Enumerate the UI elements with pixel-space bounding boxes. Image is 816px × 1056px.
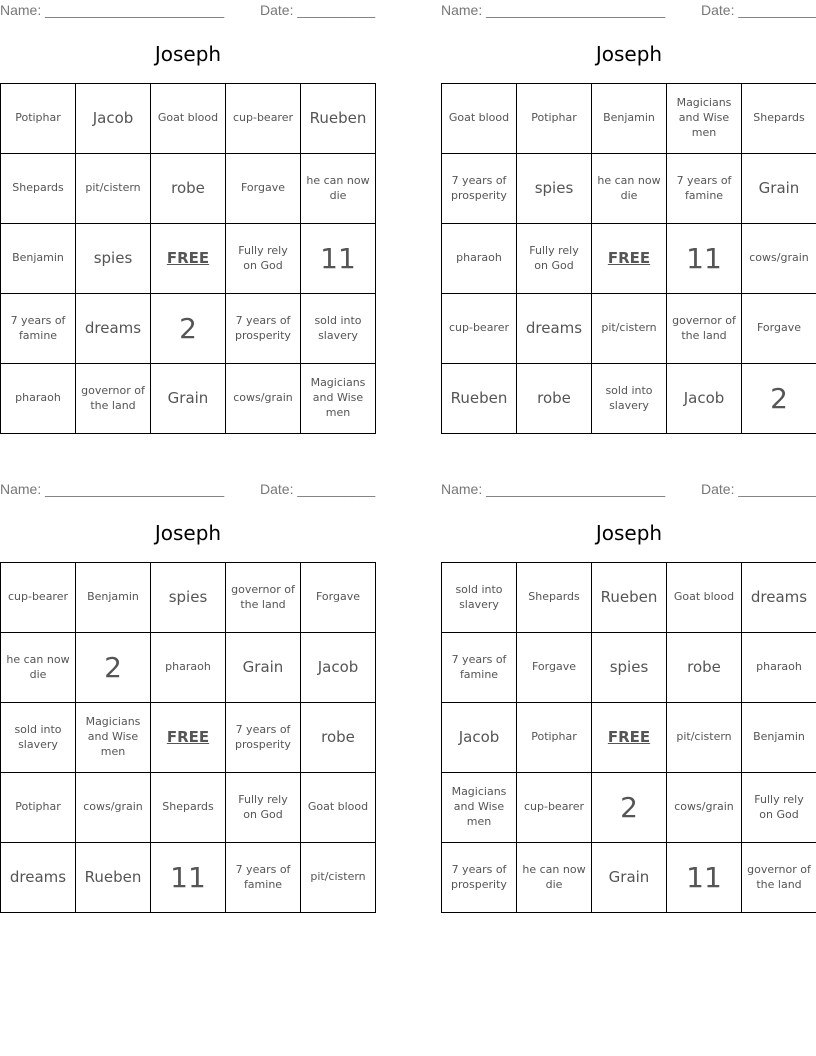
- bingo-cell: robe: [517, 364, 592, 434]
- bingo-cell: cows/grain: [667, 773, 742, 843]
- bingo-cell: Grain: [226, 633, 301, 703]
- bingo-cell: cup-bearer: [1, 563, 76, 633]
- bingo-cell: cup-bearer: [517, 773, 592, 843]
- card-title: Joseph: [595, 521, 663, 545]
- bingo-cell: 2: [592, 773, 667, 843]
- bingo-cell: dreams: [517, 294, 592, 364]
- bingo-card-4: [441, 479, 816, 919]
- bingo-cell: 7 years of famine: [1, 294, 76, 364]
- bingo-cell: Benjamin: [592, 84, 667, 154]
- bingo-card-3: [0, 479, 376, 919]
- card-title: Joseph: [595, 42, 663, 66]
- name-field-label: Name: _______________________: [441, 2, 666, 18]
- free-space-cell: FREE: [151, 224, 226, 294]
- bingo-cell: robe: [151, 154, 226, 224]
- bingo-cell: cows/grain: [226, 364, 301, 434]
- bingo-cell: 7 years of prosperity: [442, 154, 517, 224]
- free-space-cell: FREE: [151, 703, 226, 773]
- bingo-cell: he can now die: [517, 843, 592, 913]
- bingo-cell: sold into slavery: [592, 364, 667, 434]
- bingo-cell: Potiphar: [1, 84, 76, 154]
- bingo-cell: dreams: [742, 563, 816, 633]
- bingo-cell: dreams: [76, 294, 151, 364]
- bingo-cell: Magicians and Wise men: [667, 84, 742, 154]
- date-field-label: Date: __________: [701, 2, 816, 18]
- bingo-cell: Rueben: [592, 563, 667, 633]
- bingo-cell: he can now die: [1, 633, 76, 703]
- bingo-cell: Potiphar: [1, 773, 76, 843]
- date-field-label: Date: __________: [701, 481, 816, 497]
- bingo-cell: governor of the land: [667, 294, 742, 364]
- bingo-grid: [0, 562, 376, 913]
- card-title: Joseph: [154, 42, 222, 66]
- card-header: [441, 481, 816, 499]
- bingo-cell: 7 years of famine: [442, 633, 517, 703]
- bingo-cell: Goat blood: [442, 84, 517, 154]
- bingo-cell: pharaoh: [742, 633, 816, 703]
- bingo-cell: sold into slavery: [442, 563, 517, 633]
- bingo-cell: 11: [151, 843, 226, 913]
- bingo-grid: [0, 83, 376, 434]
- bingo-cell: Forgave: [742, 294, 816, 364]
- bingo-cell: Forgave: [301, 563, 376, 633]
- bingo-cell: Jacob: [442, 703, 517, 773]
- bingo-cell: Shepards: [742, 84, 816, 154]
- bingo-cell: cows/grain: [742, 224, 816, 294]
- card-title: Joseph: [154, 521, 222, 545]
- bingo-cell: Shepards: [151, 773, 226, 843]
- bingo-cell: pharaoh: [442, 224, 517, 294]
- bingo-cell: Fully rely on God: [517, 224, 592, 294]
- bingo-cell: Magicians and Wise men: [301, 364, 376, 434]
- bingo-cell: Forgave: [517, 633, 592, 703]
- bingo-cell: 7 years of famine: [667, 154, 742, 224]
- bingo-cell: governor of the land: [76, 364, 151, 434]
- bingo-cell: 2: [151, 294, 226, 364]
- bingo-cell: governor of the land: [742, 843, 816, 913]
- date-field-label: Date: __________: [260, 481, 376, 497]
- bingo-cell: Rueben: [442, 364, 517, 434]
- bingo-cell: Fully rely on God: [742, 773, 816, 843]
- bingo-cell: Benjamin: [742, 703, 816, 773]
- bingo-cell: Jacob: [667, 364, 742, 434]
- bingo-cell: Jacob: [301, 633, 376, 703]
- bingo-cell: pit/cistern: [76, 154, 151, 224]
- bingo-cell: dreams: [1, 843, 76, 913]
- card-header: [0, 481, 376, 499]
- bingo-cell: pharaoh: [1, 364, 76, 434]
- bingo-cell: he can now die: [592, 154, 667, 224]
- name-field-label: Name: _______________________: [0, 481, 225, 497]
- bingo-cell: 7 years of famine: [226, 843, 301, 913]
- bingo-cell: governor of the land: [226, 563, 301, 633]
- card-header: [441, 2, 816, 20]
- bingo-cell: spies: [517, 154, 592, 224]
- free-space-cell: FREE: [592, 703, 667, 773]
- bingo-cell: spies: [592, 633, 667, 703]
- bingo-cell: cows/grain: [76, 773, 151, 843]
- bingo-cell: Grain: [592, 843, 667, 913]
- bingo-cell: Goat blood: [667, 563, 742, 633]
- card-header: [0, 2, 376, 20]
- bingo-cell: pit/cistern: [667, 703, 742, 773]
- bingo-cell: Goat blood: [301, 773, 376, 843]
- bingo-cell: Grain: [742, 154, 816, 224]
- bingo-cell: spies: [76, 224, 151, 294]
- bingo-cell: Potiphar: [517, 703, 592, 773]
- bingo-cell: 11: [667, 224, 742, 294]
- bingo-cell: sold into slavery: [301, 294, 376, 364]
- bingo-cell: 2: [742, 364, 816, 434]
- bingo-cell: Grain: [151, 364, 226, 434]
- bingo-cell: Shepards: [1, 154, 76, 224]
- bingo-cell: Jacob: [76, 84, 151, 154]
- bingo-cell: Fully rely on God: [226, 224, 301, 294]
- bingo-cell: Shepards: [517, 563, 592, 633]
- bingo-cell: Benjamin: [1, 224, 76, 294]
- bingo-cell: pit/cistern: [592, 294, 667, 364]
- bingo-cell: Magicians and Wise men: [442, 773, 517, 843]
- bingo-cell: Fully rely on God: [226, 773, 301, 843]
- bingo-cell: 7 years of prosperity: [226, 294, 301, 364]
- bingo-card-2: [441, 0, 816, 440]
- bingo-cell: he can now die: [301, 154, 376, 224]
- bingo-cell: pharaoh: [151, 633, 226, 703]
- bingo-grid: [441, 562, 816, 913]
- bingo-cell: 7 years of prosperity: [442, 843, 517, 913]
- bingo-cell: 7 years of prosperity: [226, 703, 301, 773]
- bingo-cell: Forgave: [226, 154, 301, 224]
- bingo-cell: 2: [76, 633, 151, 703]
- name-field-label: Name: _______________________: [0, 2, 225, 18]
- bingo-cell: robe: [301, 703, 376, 773]
- bingo-cell: Benjamin: [76, 563, 151, 633]
- bingo-cell: cup-bearer: [226, 84, 301, 154]
- bingo-cell: Rueben: [76, 843, 151, 913]
- bingo-cell: Rueben: [301, 84, 376, 154]
- bingo-cell: 11: [667, 843, 742, 913]
- bingo-cell: Magicians and Wise men: [76, 703, 151, 773]
- name-field-label: Name: _______________________: [441, 481, 666, 497]
- bingo-cell: pit/cistern: [301, 843, 376, 913]
- free-space-cell: FREE: [592, 224, 667, 294]
- bingo-cell: robe: [667, 633, 742, 703]
- bingo-cell: cup-bearer: [442, 294, 517, 364]
- bingo-grid: [441, 83, 816, 434]
- bingo-cell: Goat blood: [151, 84, 226, 154]
- date-field-label: Date: __________: [260, 2, 376, 18]
- bingo-cell: 11: [301, 224, 376, 294]
- bingo-cell: sold into slavery: [1, 703, 76, 773]
- bingo-cell: spies: [151, 563, 226, 633]
- bingo-cell: Potiphar: [517, 84, 592, 154]
- bingo-card-1: [0, 0, 376, 440]
